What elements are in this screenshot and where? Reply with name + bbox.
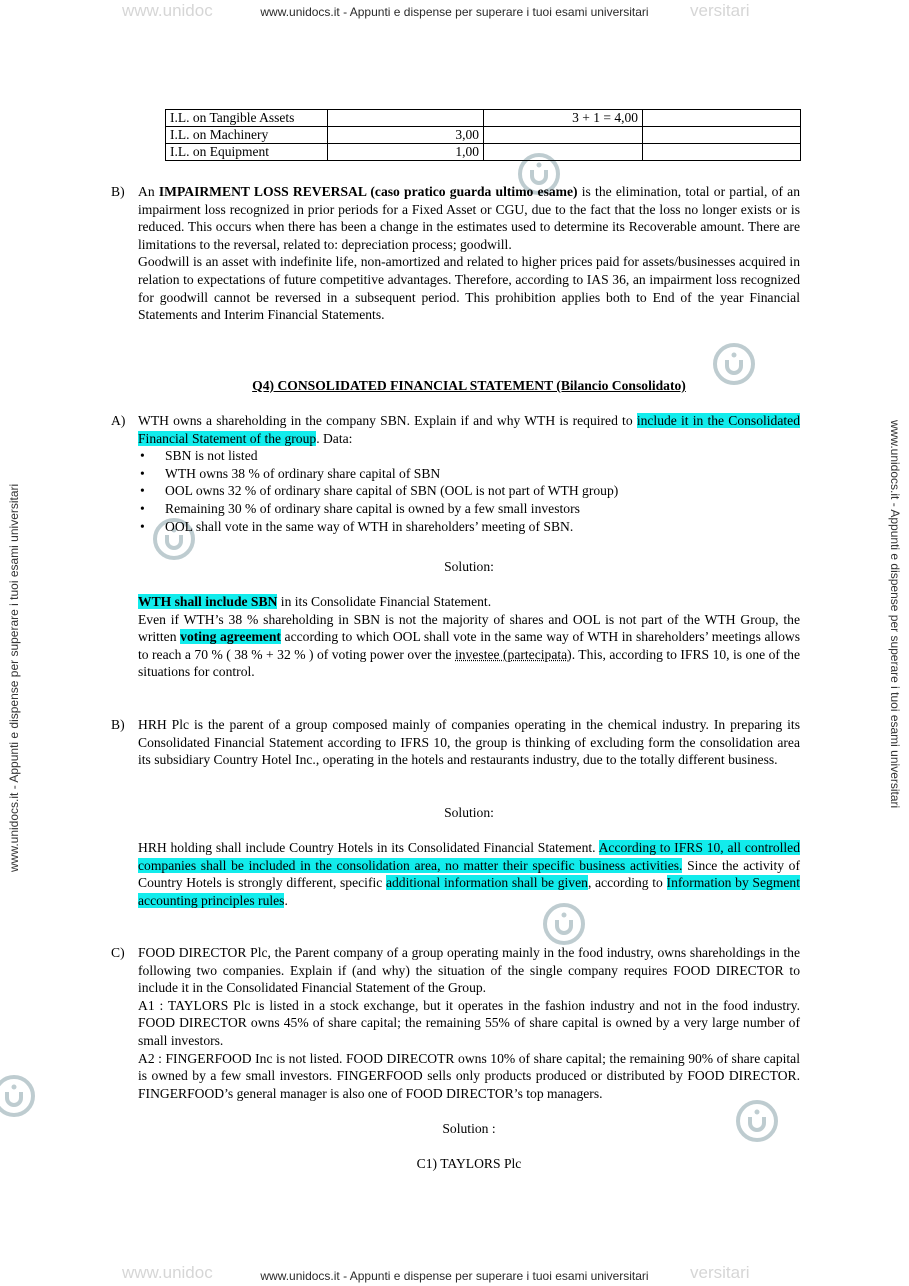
text-run: is the elimination, total or partial, of an impairment loss recognized in prior periods for a Fixed Asset or CGU, due to the fact that the loss no longer exists or is reduced. This occurs when there has been a change in the estimates used to determine its Recoverable amount. There are limitations to the reversal, related to: depreciation process; goodwill. xyxy=(138,184,801,252)
text-run: Since the activity of Country Hotels is strongly different, specific xyxy=(138,857,800,891)
goodwill-paragraph: Goodwill is an asset with indefinite life, non-amortized and related to higher prices paid for assets/businesses acquired in relation to expectations of future competitive advantages. Therefore, according to IAS 36, an impairment loss recognized for goodwill cannot be reversed in a subsequent period. This prohibition applies both to End of the year Financial Statements and Interim Financial Statements. xyxy=(138,254,800,323)
table-cell: 1,00 xyxy=(328,144,484,161)
item-label: C) xyxy=(111,945,125,960)
text-run: in its Consolidate Financial Statement. xyxy=(277,594,492,609)
table-cell: 3,00 xyxy=(328,127,484,144)
table-cell: I.L. on Equipment xyxy=(166,144,328,161)
watermark-footer: www.unidocs.it - Appunti e dispense per superare i tuoi esami universitari xyxy=(260,1269,649,1283)
watermark-faint-bottom-right: versitari xyxy=(690,1263,750,1282)
underlined-term: investee (partecipata) xyxy=(455,646,572,662)
highlight: voting agreement xyxy=(180,629,281,645)
table-cell xyxy=(484,144,643,161)
question-c xyxy=(138,944,800,1102)
table-cell xyxy=(643,127,801,144)
table-cell: I.L. on Machinery xyxy=(166,127,328,144)
item-label: B) xyxy=(111,184,125,199)
question-c-text: FOOD DIRECTOR Plc, the Parent company of a group operating mainly in the food industry, owns shareholdings in the following two companies. Explain if (and why) the situation of the single company requires FOOD DIRECTOR to include it in the Consolidated Financial Statement of the Group. xyxy=(138,945,800,996)
text-run: An xyxy=(138,184,159,199)
table-row xyxy=(166,144,801,161)
solution-label: Solution: xyxy=(444,559,494,574)
question-b-text: HRH Plc is the parent of a group composed mainly of companies operating in the chemical industry. In preparing its Consolidated Financial Statement according to IFRS 10, the group is thinking of excluding form the consolidation area its subsidiary Country Hotel Inc., operating in the hotels and restaurants industry, due to the totally different business. xyxy=(138,717,800,768)
data-list xyxy=(138,447,800,535)
question-a xyxy=(138,412,800,535)
list-item: • WTH owns 38 % of ordinary share capital of SBN xyxy=(138,465,800,483)
table-cell: I.L. on Tangible Assets xyxy=(166,110,328,127)
table-row xyxy=(166,110,801,127)
reversal-section xyxy=(138,183,800,324)
list-item: • SBN is not listed xyxy=(138,447,800,465)
text-run: , according to xyxy=(587,875,667,891)
text-run: . xyxy=(284,892,288,908)
list-item: • OOL shall vote in the same way of WTH in shareholders’ meeting of SBN. xyxy=(138,518,800,536)
impairment-loss-table xyxy=(165,109,801,161)
solution-a-paragraph xyxy=(138,611,800,681)
reversal-paragraph xyxy=(138,183,800,253)
solution-b-paragraph xyxy=(138,839,800,909)
highlight: Information by Segment accounting principles rules xyxy=(138,875,800,908)
text-run: . This, according to IFRS 10, is one of the situations for control. xyxy=(138,646,801,680)
watermark-faint-top-right: versitari xyxy=(690,1,750,20)
solution-label: Solution: xyxy=(444,805,494,820)
watermark-side-right: www.unidocs.it - Appunti e dispense per superare i tuoi esami universitari xyxy=(888,420,902,809)
highlight: include it in the Consolidated Financial Statement of the group xyxy=(138,413,800,446)
item-label: A) xyxy=(111,413,126,428)
text-run: Even if WTH’s 38 % shareholding in SBN is not the majority of shares and OOL is not part of the WTH Group, the written xyxy=(138,611,800,645)
text-run: . Data: xyxy=(316,430,353,446)
watermark-faint-top-left: www.unidoc xyxy=(122,1,213,20)
watermark-side-left: www.unidocs.it - Appunti e dispense per superare i tuoi esami universitari xyxy=(7,483,21,872)
table-cell xyxy=(484,127,643,144)
text-run: WTH owns a shareholding in the company SBN. Explain if and why WTH is required to xyxy=(138,413,637,428)
highlight: additional information shall be given xyxy=(385,875,588,891)
question-b xyxy=(138,716,800,769)
question-a-text xyxy=(138,412,800,447)
text-run: HRH holding shall include Country Hotels in its Consolidated Financial Statement. xyxy=(138,840,599,855)
bold-term: IMPAIRMENT LOSS REVERSAL (caso pratico guarda ultimo esame) xyxy=(158,184,578,199)
list-item: • OOL owns 32 % of ordinary share capital of SBN (OOL is not part of WTH group) xyxy=(138,482,800,500)
unidocs-logo-icon xyxy=(0,1072,38,1120)
solution-a xyxy=(138,593,800,681)
table-cell xyxy=(328,110,484,127)
sub-heading: C1) TAYLORS Plc xyxy=(416,1156,522,1171)
solution-b xyxy=(138,839,800,909)
highlight: According to IFRS 10, all controlled companies shall be included in the consolidation area, no matter their specific business activities. xyxy=(138,840,800,873)
watermark-faint-bottom-left: www.unidoc xyxy=(122,1263,213,1282)
text-run: according to which OOL shall vote in the same way of WTH in shareholders’ meetings allows to reach a 70 % ( 38 % + 32 % ) of voting power over the xyxy=(138,629,801,662)
solution-label: Solution : xyxy=(442,1121,496,1136)
table-cell: 3 + 1 = 4,00 xyxy=(484,110,643,127)
highlight: WTH shall include SBN xyxy=(138,594,278,609)
table-cell xyxy=(643,110,801,127)
question-c-a2: A2 : FINGERFOOD Inc is not listed. FOOD DIRECOTR owns 10% of share capital; the remaining 90% of share capital is owned by a few small investors. FINGERFOOD sells only products produced or distributed by FOOD DIRECTOR. FINGERFOOD’s general manager is also one of FOOD DIRECTOR’s top managers. xyxy=(138,1050,800,1101)
table-row xyxy=(166,127,801,144)
list-item: • Remaining 30 % of ordinary share capital is owned by a few small investors xyxy=(138,500,800,518)
question-c-a1: A1 : TAYLORS Plc is listed in a stock exchange, but it operates in the fashion industry and not in the food industry. FOOD DIRECTOR owns 45% of share capital; the remaining 55% of share capital is owned by a very large number of small investors. xyxy=(138,997,800,1048)
watermark-header: www.unidocs.it - Appunti e dispense per superare i tuoi esami universitari xyxy=(260,5,649,19)
item-label: B) xyxy=(111,717,125,732)
table-cell xyxy=(643,144,801,161)
solution-a-line1 xyxy=(138,593,800,611)
section-heading: Q4) CONSOLIDATED FINANCIAL STATEMENT (Bilancio Consolidato) xyxy=(252,378,686,393)
